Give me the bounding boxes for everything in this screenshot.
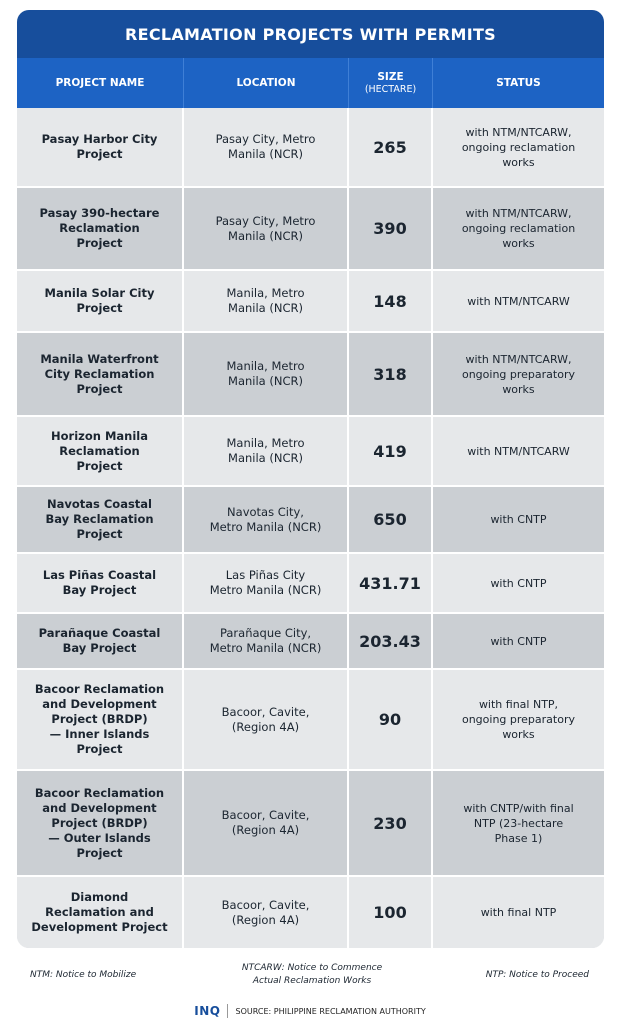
project-status: with CNTP (490, 576, 547, 590)
table-row (17, 877, 604, 948)
project-size: 650 (349, 487, 433, 552)
table-row (17, 614, 604, 670)
project-status: with NTM/NTCARW (467, 294, 570, 308)
table-row (17, 670, 604, 771)
project-status: with final NTP, ongoing preparatory works (461, 698, 575, 741)
table-row (17, 108, 604, 188)
project-name: Diamond Reclamation and Development Project (17, 877, 184, 948)
project-size: 318 (349, 333, 433, 415)
project-name: Horizon Manila Reclamation Project (17, 417, 184, 485)
project-location: Manila, Metro Manila (NCR) (184, 417, 349, 485)
project-status: with NTM/NTCARW, ongoing reclamation works (461, 207, 576, 250)
project-size: 203.43 (349, 614, 433, 668)
project-name: Bacoor Reclamation and Development Project (BRDP) — Outer Islands Project (17, 771, 184, 875)
source-footer (0, 1003, 620, 1019)
project-status: with final NTP (480, 906, 557, 919)
project-name: Pasay 390-hectare Reclamation Project (17, 188, 184, 269)
project-location: Manila, Metro Manila (NCR) (184, 333, 349, 415)
project-location: Navotas City, Metro Manila (NCR) (184, 487, 349, 552)
project-status: with CNTP/with final NTP (23-hectare Phase 1) (463, 801, 574, 845)
table-row (17, 554, 604, 614)
project-status: with CNTP (490, 513, 547, 526)
legend-ntcarw: NTCARW: Notice to Commence Actual Reclamation Works (241, 963, 383, 986)
project-location: Pasay City, Metro Manila (NCR) (184, 188, 349, 269)
project-size: 230 (349, 771, 433, 875)
project-size: 148 (349, 271, 433, 331)
project-size: 390 (349, 188, 433, 269)
project-status: with NTM/NTCARW (467, 444, 570, 458)
table-row (17, 271, 604, 333)
header-size-unit: (HECTARE) (364, 84, 417, 95)
project-size: 431.71 (349, 554, 433, 612)
table-row (17, 487, 604, 554)
table-header (17, 58, 604, 108)
project-location: Bacoor, Cavite, (Region 4A) (184, 771, 349, 875)
header-project-name: PROJECT NAME (17, 58, 184, 108)
project-location: Manila, Metro Manila (NCR) (184, 271, 349, 331)
project-name: Bacoor Reclamation and Development Project (BRDP) — Inner Islands Project (17, 670, 184, 769)
project-size: 90 (349, 670, 433, 769)
project-status: with CNTP (490, 634, 547, 648)
table-row (17, 771, 604, 877)
table-row (17, 417, 604, 487)
project-name: Parañaque Coastal Bay Project (17, 614, 184, 668)
project-name: Manila Waterfront City Reclamation Project (17, 333, 184, 415)
table-title: RECLAMATION PROJECTS WITH PERMITS (17, 10, 604, 58)
abbreviation-legend (0, 962, 620, 990)
project-location: Las Piñas City Metro Manila (NCR) (184, 554, 349, 612)
header-size: SIZE (HECTARE) (349, 58, 433, 108)
project-name: Navotas Coastal Bay Reclamation Project (17, 487, 184, 552)
legend-ntp: NTP: Notice to Proceed (485, 970, 589, 980)
project-name: Las Piñas Coastal Bay Project (17, 554, 184, 612)
project-status: with NTM/NTCARW, ongoing preparatory works (461, 352, 575, 396)
project-name: Pasay Harbor City Project (17, 108, 184, 186)
project-size: 265 (349, 108, 433, 186)
inq-logo: INQ (194, 1004, 228, 1018)
project-location: Bacoor, Cavite, (Region 4A) (184, 877, 349, 948)
project-location: Parañaque City, Metro Manila (NCR) (184, 614, 349, 668)
project-size: 419 (349, 417, 433, 485)
source-text: SOURCE: PHILIPPINE RECLAMATION AUTHORITY (235, 1006, 426, 1016)
table-row (17, 188, 604, 271)
project-status: with NTM/NTCARW, ongoing reclamation works (461, 125, 576, 169)
project-location: Bacoor, Cavite, (Region 4A) (184, 670, 349, 769)
legend-ntm: NTM: Notice to Mobilize (30, 970, 137, 980)
header-location: LOCATION (184, 58, 349, 108)
table-body (17, 108, 604, 948)
header-status: STATUS (496, 77, 541, 89)
project-location: Pasay City, Metro Manila (NCR) (184, 108, 349, 186)
project-size: 100 (349, 877, 433, 948)
table-row (17, 333, 604, 417)
project-name: Manila Solar City Project (17, 271, 184, 331)
permits-table-card (17, 10, 604, 948)
